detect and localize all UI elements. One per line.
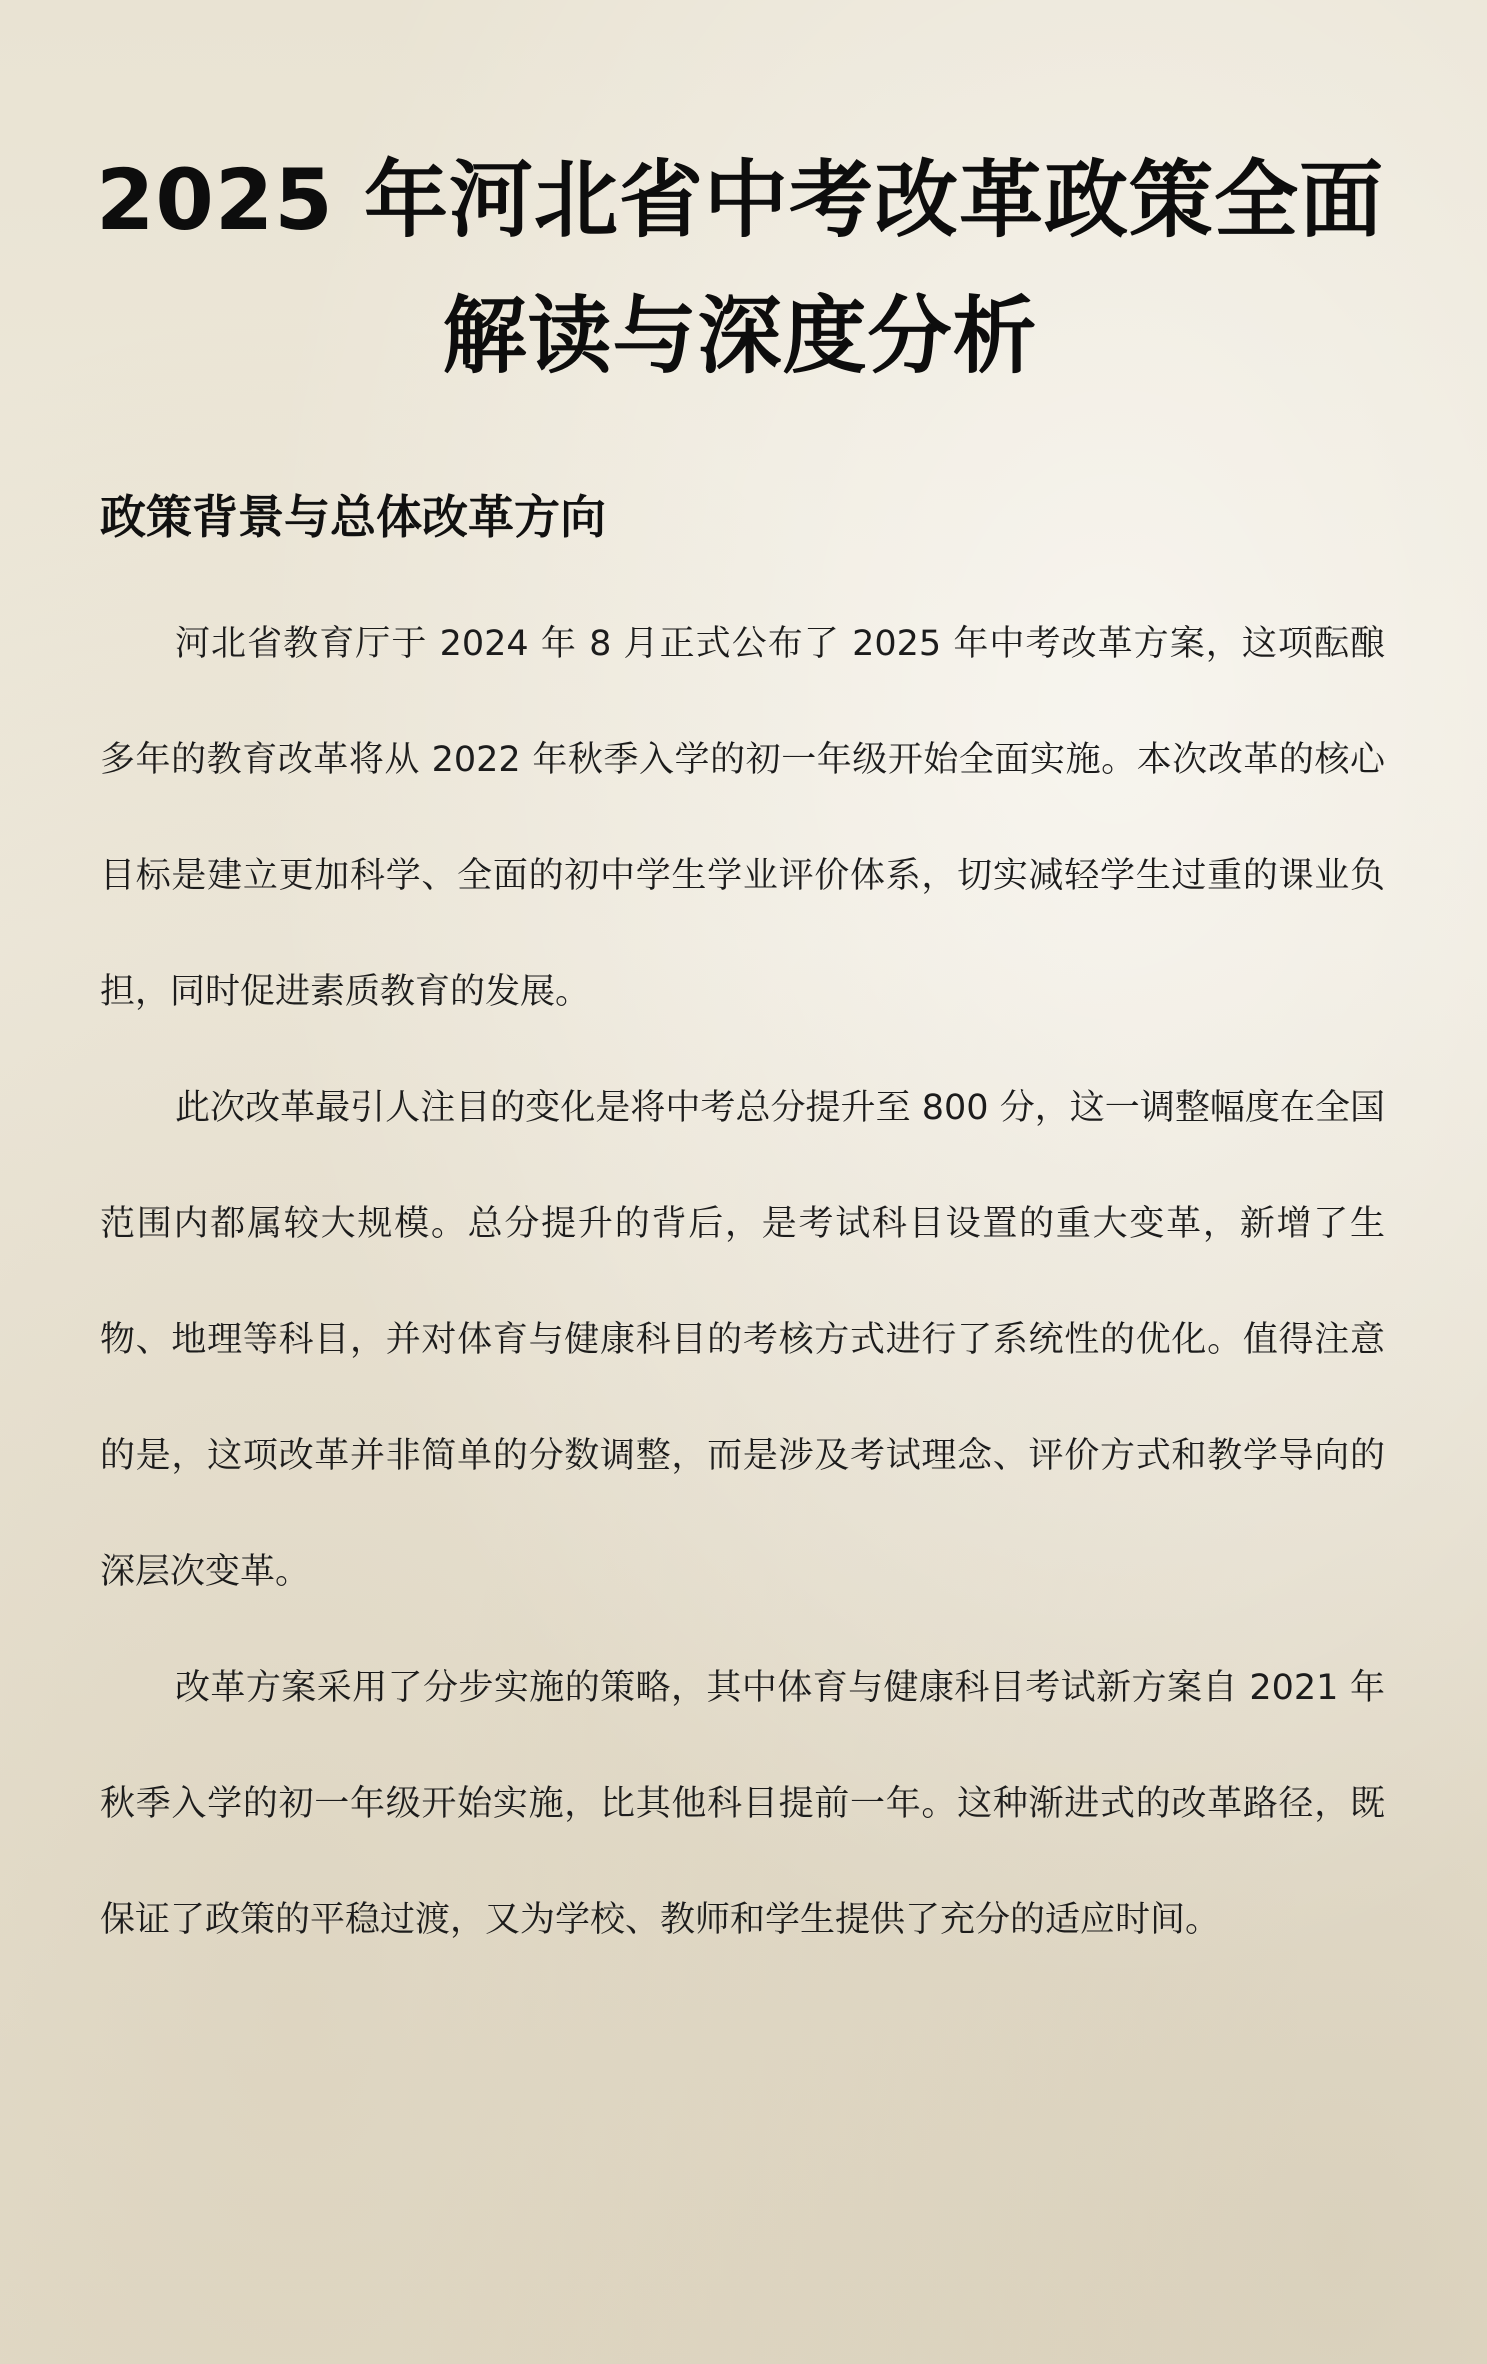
paragraph-2: 此次改革最引人注目的变化是将中考总分提升至 800 分，这一调整幅度在全国范围内都属较大规模。总分提升的背后，是考试科目设置的重大变革，新增了生物、地理等科目，并对体育与健康科目的考核方式进行了系统性的优化。值得注意的是，这项改革并非简单的分数调整，而是涉及考试理念、评价方式和教学导向的深层次变革。 <box>100 1088 1385 1592</box>
section-body <box>100 586 1385 1978</box>
paragraph-3: 改革方案采用了分步实施的策略，其中体育与健康科目考试新方案自 2021 年秋季入学的初一年级开始实施，比其他科目提前一年。这种渐进式的改革路径，既保证了政策的平稳过渡，又为学校、教师和学生提供了充分的适应时间。 <box>100 1668 1385 1940</box>
page-title: 2025 年河北省中考改革政策全面解读与深度分析 <box>95 151 1385 385</box>
paragraph-1: 河北省教育厅于 2024 年 8 月正式公布了 2025 年中考改革方案，这项酝酿多年的教育改革将从 2022 年秋季入学的初一年级开始全面实施。本次改革的核心目标是建立更加科学、全面的初中学生学业评价体系，切实减轻学生过重的课业负担，同时促进素质教育的发展。 <box>100 624 1385 1012</box>
section-heading: 政策背景与总体改革方向 <box>100 490 606 544</box>
